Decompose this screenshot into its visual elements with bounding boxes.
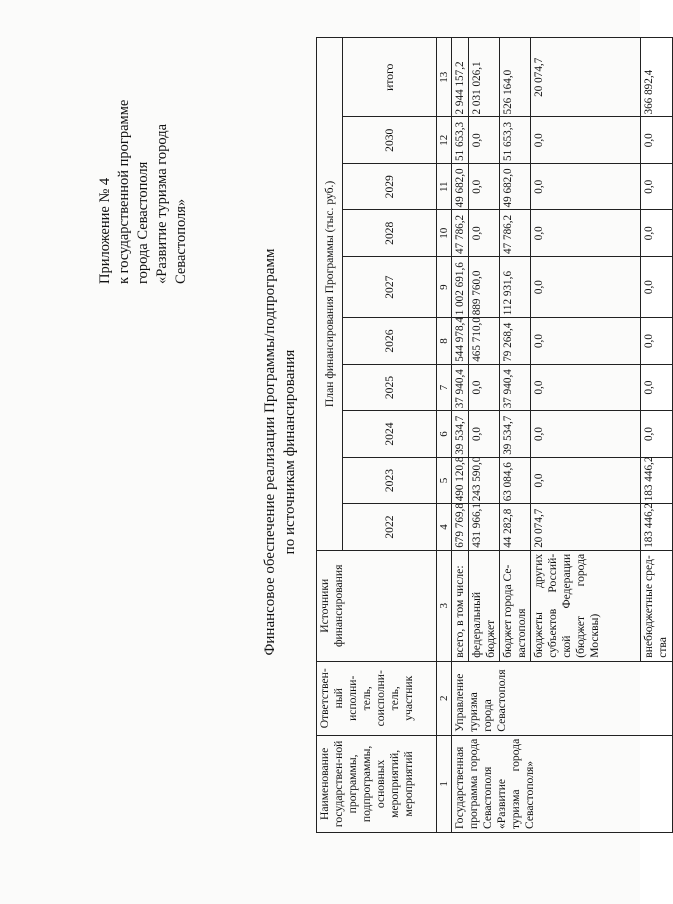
value-cell: 889 760,0 [469,257,500,318]
header-year: 2022 [343,504,437,551]
header-year: 2029 [343,164,437,211]
source-cell: федеральный бюджет [469,550,500,661]
column-number: 4 [437,504,452,551]
value-cell: 79 268,4 [500,318,531,365]
title-line-2: по источникам финансирования [282,349,298,555]
column-number: 7 [437,364,452,411]
financing-table [316,37,673,833]
column-number: 1 [437,735,452,832]
value-cell: 49 682,0 [452,164,469,211]
column-number: 10 [437,210,452,257]
source-cell: бюджет города Се-вастополя [500,550,531,661]
value-cell: 0,0 [531,364,641,411]
value-cell: 0,0 [641,164,673,211]
value-cell: 2 944 157,2 [452,38,469,118]
value-cell: 47 786,2 [452,210,469,257]
value-cell: 49 682,0 [500,164,531,211]
value-cell: 183 446,2 [641,457,673,504]
column-number: 13 [437,38,452,118]
value-cell: 2 031 026,1 [469,38,500,118]
column-number: 2 [437,661,452,735]
value-cell: 39 534,7 [452,411,469,458]
source-cell: всего, в том числе: [452,550,469,661]
column-number: 11 [437,164,452,211]
header-total: итого [343,38,437,118]
value-cell: 679 769,8 [452,504,469,551]
value-cell: 0,0 [531,318,641,365]
header-year: 2027 [343,257,437,318]
value-cell: 0,0 [531,164,641,211]
column-number-row [437,38,452,833]
value-cell: 44 282,8 [500,504,531,551]
annex-line: «Развитие туризма города [154,123,170,284]
value-cell: 37 940,4 [500,364,531,411]
value-cell: 243 590,0 [469,457,500,504]
value-cell: 37 940,4 [452,364,469,411]
source-cell: бюджеты других субъектов Россий-ской Федерации (бюджет города Москвы) [531,550,641,661]
value-cell: 0,0 [641,411,673,458]
header-year: 2024 [343,411,437,458]
column-number: 5 [437,457,452,504]
header-year: 2028 [343,210,437,257]
header-year: 2025 [343,364,437,411]
header-year: 2023 [343,457,437,504]
value-cell: 465 710,0 [469,318,500,365]
table-row [452,38,469,833]
column-number: 3 [437,550,452,661]
header-year: 2030 [343,117,437,164]
annex-line: Приложение № 4 [97,177,113,284]
value-cell: 0,0 [469,210,500,257]
value-cell: 0,0 [531,457,641,504]
value-cell: 0,0 [641,117,673,164]
value-cell: 0,0 [531,411,641,458]
value-cell: 0,0 [641,364,673,411]
value-cell: 51 653,3 [452,117,469,164]
value-cell: 51 653,3 [500,117,531,164]
source-cell: внебюджетные сред-ства [641,550,673,661]
header-name: Наименование государствен-ной программы, подпрограммы, основных мероприятий, мероприятий [317,735,437,832]
responsible-cell: Управление туризма города Севастополя [452,661,673,735]
title-line-1: Финансовое обеспечение реализации Программы/подпрограмм [262,248,278,656]
column-number: 12 [437,117,452,164]
value-cell: 183 446,2 [641,504,673,551]
value-cell: 0,0 [469,411,500,458]
value-cell: 490 120,8 [452,457,469,504]
annex-line: к государственной программе [116,99,132,284]
value-cell: 0,0 [531,257,641,318]
value-cell: 0,0 [469,117,500,164]
value-cell: 0,0 [469,364,500,411]
value-cell: 63 084,6 [500,457,531,504]
column-number: 9 [437,257,452,318]
column-number: 6 [437,411,452,458]
value-cell: 0,0 [641,210,673,257]
value-cell: 47 786,2 [500,210,531,257]
value-cell: 526 164,0 [500,38,531,118]
annex-header [96,64,191,284]
annex-line: Севастополя» [173,198,189,284]
header-plan: План финансирования Программы (тыс. руб.) [317,38,343,551]
annex-line: города Севастополя [135,161,151,284]
value-cell: 20 074,7 [531,38,641,118]
value-cell: 0,0 [641,257,673,318]
value-cell: 544 978,4 [452,318,469,365]
value-cell: 0,0 [641,318,673,365]
program-name-cell: Государственная программа города Севастополя «Развитие туризма города Севастополя» [452,735,673,832]
value-cell: 0,0 [531,117,641,164]
header-year: 2026 [343,318,437,365]
value-cell: 112 931,6 [500,257,531,318]
value-cell: 0,0 [531,210,641,257]
column-number: 8 [437,318,452,365]
value-cell: 1 002 691,6 [452,257,469,318]
value-cell: 20 074,7 [531,504,641,551]
value-cell: 0,0 [469,164,500,211]
value-cell: 39 534,7 [500,411,531,458]
header-source: Источники финансирования [317,550,437,661]
document-title [260,0,300,904]
value-cell: 431 966,1 [469,504,500,551]
value-cell: 366 892,4 [641,38,673,118]
header-responsible: Ответствен-ный исполни-тель, соисполни-тель, участник [317,661,437,735]
